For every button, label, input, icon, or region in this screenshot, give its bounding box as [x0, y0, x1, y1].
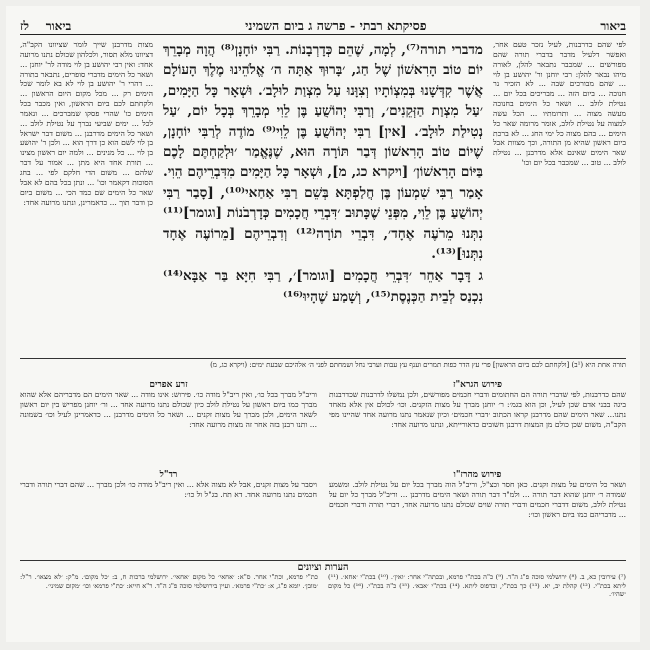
radal-title: רד"ל — [159, 470, 178, 480]
main-text-block — [161, 40, 485, 358]
pirush-hagra-text: שהם כדרבנות, לפי שדברי תורה הם החתומים ודברי חכמים מפורשים, ולכן נמשלו לדרבנות שכדרבנות ביגה בבני אדם שכן לעיל, וכן הוא בגמ׳: ר׳ יוחנן מברך על מצות הזקנים. וכו׳ לכולם אין אלא מאחד נתנו... שאר הימים שהם מדרבנן קראו הכתוב ׳דברי חכמים׳ וכיון שנאמר נתנו מרועה אחד שהיינו מפי הקב"ה, משום שכן כולם מן המצות דרבנן חשובים כדאורייתא, ונתנו מרועה אחד: — [329, 390, 626, 429]
zera-efraim — [20, 380, 317, 430]
right-commentary-text: לפי שהם כדרבנות, לעיל נזכר טעם אחר, ואפשר דלעיל מדבר בדברי תורה שהם מפורשים ... שמכבר נתבאר להלן, לאורה מיהו נבאר להלן: רבי יוחנן ור' יהושע בן לוי ... שהם מבורכים שבה ... לא הזכיר נר חנוכה ... ביום הזה ... מבריכים בכל יום ... נטילת לולב ... ושאר כל הימים בחנוכה מעשה מצוה ... ותרומתיו ... הכל עשה למצוה על נטילת לולב, אומר מרומה שאר כל הימים ... בהם מצוה כל ימי החג ... לא ברכת ביום ראשון שהיא מן התורה, וכך מצוות אבל שאר הימים שאינם אלא מדרבנן ... נטילת לולב ... טוב ... שמכבר בכל יום וכו' — [493, 40, 626, 168]
header-title: פסיקתא רבתי - פרשה ג ביום השמיני — [245, 18, 427, 33]
footnotes-right: (⁷) עירובין כא, ב. (⁸) ירושלמי סוכה פ"ג ה"ד. (⁹) כ"ה בכת"י פרמא, ובכתה"י אחר: ׳ואין׳. (¹⁰) בכת"י ׳אחא׳. (¹¹) ליתא בכת"י. (¹²) קהלת יב, יא. (¹³) כך בכת"י, ובדפוס ליתא. (¹⁴) בכת"י ׳אבא׳. (¹⁵) כ"ה בכת"י. (¹⁶) כל מקום ׳שהיו׳. — [328, 573, 626, 599]
header-left-label — [20, 19, 71, 34]
book-page — [6, 6, 640, 642]
footnotes-title: הערות וציונים — [297, 562, 349, 573]
footnotes-left: כת"י פרמא, וכת"י אחר. ס"א: ׳אחאי׳ כל מקום ׳אחאי׳. ירושלמי ברכות ח, ב: ׳כל מקום׳. מ"ק: ׳לא מצאו׳. ר"ל: ׳מובן׳. יומא פ"ג, א: ׳כת"י פרמא׳. ועיין בירושלמי סוכה פ"ג ה"ד. ר"א חייא: ׳כת"י פרמא׳ וכו׳ ׳מקום שמיני׳. — [20, 573, 318, 590]
commentary-columns — [20, 40, 626, 358]
footnotes-section — [20, 558, 626, 599]
verse-note — [20, 358, 626, 370]
header-left-text: ביאור — [45, 19, 72, 33]
radal-text: ויסבר על מצות זקנים, אבל לא מצוה אלא ... ואין ריב"ל מודה כו׳ ולכן מברך ... שהם דברי תורה ודברי חכמים נתנו מרועה אחד. דא תח. בג"ל ול כו׳: — [20, 480, 317, 499]
zera-efraim-text: וריב"ל מברך בכל כו׳, ואין ריב"ל מודה כו׳. פירוש: אינו מודה ... שאר הימים הם מדבריהם אלא שהוא מברך כמו ביום ראשון על נטילת לולב כיון שכולם נתנו מרועה אחד ... ור׳ יוחנן מפריש בין יום ראשון לשאר הימים, ולכן מברך על מצות זקנים ... ושאר כל הימים מדרבנן ... כדאמרינן לעיל וכו׳ בשמונה ... ותנו רבנן בזה אחר זה מצות מרועה אחד: — [20, 390, 317, 429]
pirush-mahrzu-title: פירוש מהרז"ו — [453, 470, 502, 480]
main-text: מדברי תורה⁽⁷⁾, לְמָה, שֶׁהֵם כְּדָרְבָנוֹת. רַבִּי יוֹחָנָן⁽⁸⁾ הֲוָה מְבָרֵךְ יוֹם טוֹב הָרִאשׁוֹן שֶׁל חַג, ׳בָּרוּךְ אַתָּה ה׳ אֱלֹהֵינוּ מֶלֶךְ הָעוֹלָם אֲשֶׁר קִדְּשָׁנוּ בְּמִצְוֹתָיו וְצִוָּנוּ עַל מִצְוַת לוּלָב׳. וּשְׁאָר כָּל הַיָּמִים, ׳עַל מִצְוַת הַזְּקֵנִים׳, וְרַבִּי יְהוֹשֻׁעַ בֶּן לֵוִי מְבָרֵךְ בְּכָל יוֹם, ׳עַל נְטִילַת לוּלָב׳. [אין] רַבִּי יְהוֹשֻׁעַ בֶּן לֵוִי⁽⁹⁾ מוֹדֶה לְרַבִּי יוֹחָנָן, שֶׁיוֹם טוֹב הָרִאשׁוֹן דְּבַר תּוֹרָה הוּא, שֶׁנֶּאֱמַר ׳וּלְקַחְתֶּם לָכֶם בַּיּוֹם הָרִאשׁוֹן׳ [ויקרא כג, מ], וּשְׁאָר כָּל הַיָּמִים מִדִּבְרֵיהֶם הֵוִי. אָמַר רַבִּי שִׁמְעוֹן בֶּן חֲלַפְתָּא בְּשֵׁם רַבִּי אַחַאי⁽¹⁰⁾, [סָבַר רַבִּי יְהוֹשֻׁעַ בֶּן לֵוִי, מִפְּנֵי שֶׁכָּתוּב ׳דִּבְרֵי חֲכָמִים כְּדָרְבֹנוֹת [וגומר]⁽¹¹⁾ נִתְּנוּ מֵרֹעֶה אֶחָד׳, דִּבְרֵי תוֹרָה⁽¹²⁾ וְדִבְרֵיהֶם [מֵרוֹעֶה אֶחָד נִתְּנוּ]⁽¹³⁾. — [163, 42, 484, 263]
pirush-hagra — [329, 380, 626, 430]
left-commentary-text: מצות מדרבנן שייך לומר שציוונו הקב"ה, דציוונו מלא תסור, ולכלהון שכולם נתנו מרועה אחד: ואין רבי יהושע בן לוי מודה לר' יוחנן ... ושאר כל הימים מדברי סופרים, נתבאר בתורה ... דהרי ר' יהושע בן לוי לא בא לומר שכל הימים רק ... מכל מקום היום הראשון ... ולקחתם לכם ביום הראשון, ואין מכבר בכל הימים כו' שהרי פסקו שמברכים ... ונאמר לכל ... ימים שביעי נברך על נטילת לולב ... ושאר כל הימים מדרבנן ... משום דבר ישראל בן לוי לשם הוא כן דרך הוא ... ולכן ר' יהושע בן לוי ... כל מנינים ... ולמה יום ראשון מצינו ... תורת אחד היא מתן ... אמור על דבר שלהם ... משום הדי חלקם לפי ... בחג הסוכות דקאמר וכו' ... ונתן בכל בהם לא אבל שאר כל הימים שם כמד הכי ... משום ביום כן ודבר תוך ... כדאמרינן, ונתנו מרועה אחד: — [20, 40, 153, 207]
page-number: לז — [20, 19, 29, 33]
pirush-mahrzu-text: ושאר כל הימים על מצות זקנים. כאן חסר וכצ"ל, וריב"ל הוה מברך בכל יום על נטילת לולב. ומשמע שמודה ר׳ יוחנן שהוא דבר תורה ... ולמ"ד דבר תורה ושאר הימים מדרבנן ... וריב"ל מברך כל יום על נטילת לולב, משום דדברי חכמים ודברי תורה שוים שכולם נתנו מרועה אחד, דברי תורה ודברי חכמים ... מדבריהם כמו ביום ראשון וכו׳: — [329, 480, 626, 519]
header-right-label: ביאור — [600, 19, 626, 33]
verse-note-text: תורה אחת היא (¹ב) [ולקחתם לכם ביום הראשון] פרי עץ הדר כפות תמרים וענף עץ עבות וערבי נחל ושמחתם לפני ה׳ אלהיכם שבעת ימים: (ויקרא כג, מ) — [210, 361, 626, 369]
left-commentary — [20, 40, 153, 358]
footnotes-divider — [20, 560, 626, 561]
zera-efraim-title: זרע אפרים — [149, 380, 188, 390]
page-header — [20, 16, 626, 35]
commentary-section-lower — [20, 470, 626, 520]
right-commentary — [493, 40, 626, 358]
radal — [20, 470, 317, 520]
commentary-section-upper — [20, 380, 626, 430]
main-text-last-paragraph: ג דָּבָר אַחֵר ׳דִּבְרֵי חֲכָמִים [וגומר]׳, רַבִּי חִיָּא בַּר אַבָּא⁽¹⁴⁾ נִכְנַס לְבֵית הַכְּנֶסֶת⁽¹⁵⁾, וְשָׁמַע שֶׁהָיוּ⁽¹⁶⁾ — [163, 268, 483, 305]
pirush-hagra-title: פירוש הגרא"ז — [452, 380, 503, 390]
pirush-mahrzu — [329, 470, 626, 520]
